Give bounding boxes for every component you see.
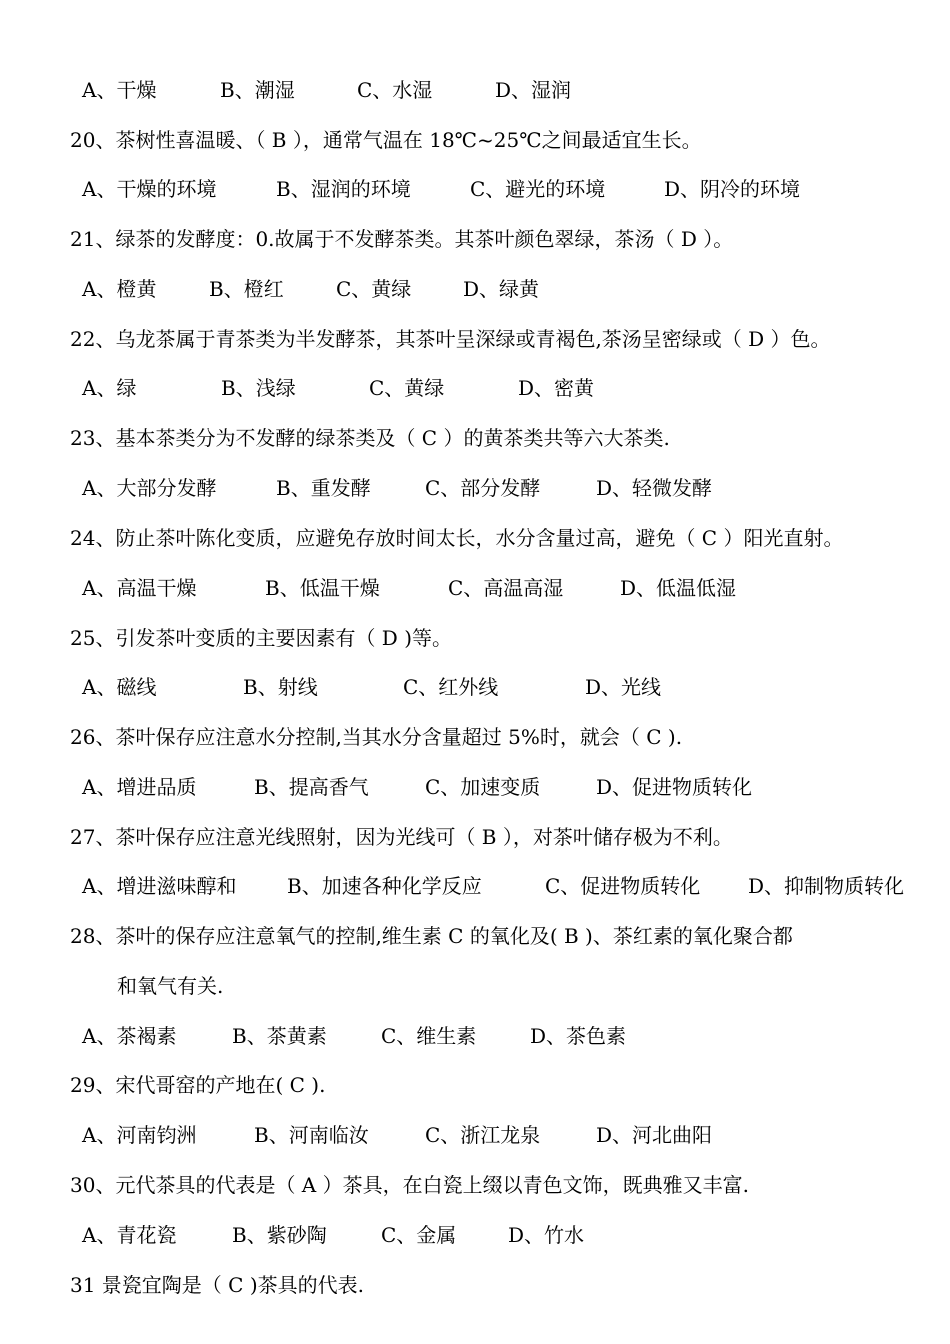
question-27-stem: 27、茶叶保存应注意光线照射，因为光线可（ B ），对茶叶储存极为不利。 (70, 825, 733, 849)
option-b: B、射线 (243, 675, 318, 699)
option-c: C、浙江龙泉 (425, 1123, 541, 1147)
question-25-stem: 25、引发茶叶变质的主要因素有（ D )等。 (70, 626, 453, 650)
option-d: D、竹水 (508, 1223, 585, 1247)
question-24-stem: 24、防止茶叶陈化变质，应避免存放时间太长，水分含量过高，避免（ C ）阳光直射。 (70, 526, 844, 550)
option-c: C、维生素 (381, 1024, 477, 1048)
option-a: A、河南钧洲 (82, 1123, 197, 1147)
question-28-stem-continued: 和氧气有关. (117, 974, 224, 998)
option-c: C、金属 (381, 1223, 457, 1247)
option-a: A、橙黄 (82, 277, 157, 301)
question-23-stem: 23、基本茶类分为不发酵的绿茶类及（ C ）的黄茶类共等六大茶类. (70, 426, 670, 450)
question-20-stem: 20、茶树性喜温暖、（ B ），通常气温在 18℃~25℃之间最适宜生长。 (70, 128, 702, 152)
option-d: D、密黄 (518, 376, 595, 400)
option-b: B、提高香气 (254, 775, 369, 799)
option-c: C、部分发酵 (425, 476, 541, 500)
option-a: A、干燥的环境 (82, 177, 217, 201)
option-c: C、加速变质 (425, 775, 541, 799)
question-31-stem: 31 景瓷宜陶是（ C )茶具的代表. (70, 1273, 364, 1297)
option-d: D、抑制物质转化 (748, 874, 905, 898)
option-b: B、浅绿 (221, 376, 296, 400)
option-a: A、高温干燥 (82, 576, 197, 600)
option-b: B、加速各种化学反应 (287, 874, 482, 898)
option-b: B、湿润的环境 (276, 177, 411, 201)
question-30-stem: 30、元代茶具的代表是（ A ）茶具，在白瓷上缀以青色文饰，既典雅又丰富. (70, 1173, 749, 1197)
option-c: C、促进物质转化 (545, 874, 701, 898)
question-21-stem: 21、绿茶的发酵度：0.故属于不发酵茶类。其茶叶颜色翠绿，茶汤（ D ）。 (70, 227, 734, 251)
question-22-stem: 22、乌龙茶属于青茶类为半发酵茶，其茶叶呈深绿或青褐色,茶汤呈密绿或（ D ）色。 (70, 327, 831, 351)
option-a: A、磁线 (82, 675, 157, 699)
option-b: B、紫砂陶 (232, 1223, 327, 1247)
option-a: A、大部分发酵 (82, 476, 217, 500)
option-d: D、促进物质转化 (596, 775, 753, 799)
option-c: C、黄绿 (369, 376, 445, 400)
option-b: B、重发酵 (276, 476, 371, 500)
option-b: B、河南临汝 (254, 1123, 369, 1147)
option-d: D、茶色素 (530, 1024, 627, 1048)
question-26-stem: 26、茶叶保存应注意水分控制,当其水分含量超过 5%时，就会（ C ). (70, 725, 683, 749)
option-b: B、潮湿 (220, 78, 295, 102)
option-a: A、茶褐素 (82, 1024, 177, 1048)
option-d: D、低温低湿 (620, 576, 737, 600)
option-d: D、湿润 (495, 78, 572, 102)
option-b: B、低温干燥 (265, 576, 380, 600)
option-a: A、增进品质 (82, 775, 197, 799)
option-d: D、绿黄 (463, 277, 540, 301)
option-c: C、避光的环境 (470, 177, 606, 201)
option-d: D、光线 (585, 675, 662, 699)
option-c: C、红外线 (403, 675, 499, 699)
option-b: B、橙红 (209, 277, 284, 301)
option-c: C、高温高湿 (448, 576, 564, 600)
option-d: D、河北曲阳 (596, 1123, 713, 1147)
option-d: D、阴冷的环境 (664, 177, 801, 201)
option-a: A、增进滋味醇和 (82, 874, 237, 898)
option-a: A、青花瓷 (82, 1223, 177, 1247)
question-29-stem: 29、宋代哥窑的产地在( C ). (70, 1073, 326, 1097)
option-b: B、茶黄素 (232, 1024, 327, 1048)
option-a: A、绿 (82, 376, 137, 400)
option-c: C、水湿 (357, 78, 433, 102)
option-d: D、轻微发酵 (596, 476, 713, 500)
option-a: A、干燥 (82, 78, 157, 102)
question-28-stem: 28、茶叶的保存应注意氧气的控制,维生素 C 的氧化及( B )、茶红素的氧化聚合都 (70, 924, 793, 948)
option-c: C、黄绿 (336, 277, 412, 301)
